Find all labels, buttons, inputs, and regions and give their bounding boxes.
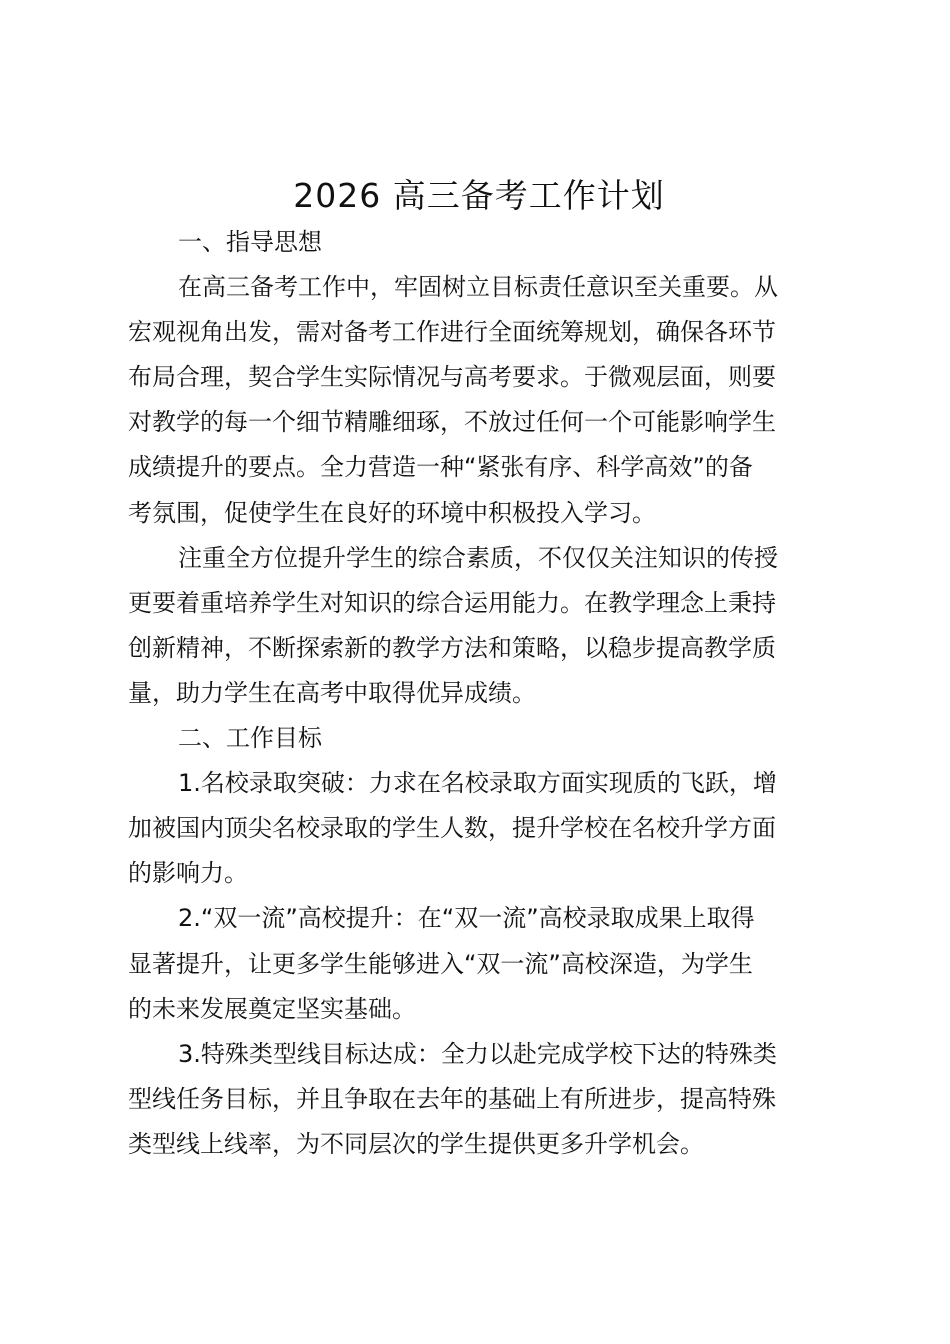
document-body <box>128 220 832 1167</box>
goal-item-line: 2.“双一流”高校提升：在“双一流”高校录取成果上取得 <box>178 904 755 933</box>
paragraph-line: 宏观视角出发，需对备考工作进行全面统筹规划，确保各环节 <box>128 318 776 347</box>
section-heading-guiding-ideology: 一、指导思想 <box>178 228 322 256</box>
paragraph-line: 更要着重培养学生对知识的综合运用能力。在教学理念上秉持 <box>128 588 776 617</box>
paragraph-line: 注重全方位提升学生的综合素质，不仅仅关注知识的传授 <box>178 543 778 572</box>
goal-item-line: 型线任务目标，并且争取在去年的基础上有所进步，提高特殊 <box>128 1084 776 1113</box>
goal-item-line: 1.名校录取突破：力求在名校录取方面实现质的飞跃，增 <box>178 769 777 798</box>
paragraph-line: 量，助力学生在高考中取得优异成绩。 <box>128 678 536 707</box>
goal-item-line: 类型线上线率，为不同层次的学生提供更多升学机会。 <box>128 1129 704 1158</box>
document-title: 2026 高三备考工作计划 <box>293 176 665 215</box>
paragraph-line: 创新精神，不断探索新的教学方法和策略，以稳步提高教学质 <box>128 633 776 662</box>
section-heading-work-goals: 二、工作目标 <box>178 724 322 753</box>
paragraph-line: 布局合理，契合学生实际情况与高考要求。于微观层面，则要 <box>128 363 776 392</box>
goal-item-line: 加被国内顶尖名校录取的学生人数，提升学校在名校升学方面 <box>128 814 776 843</box>
paragraph-line: 成绩提升的要点。全力营造一种“紧张有序、科学高效”的备 <box>128 453 753 482</box>
goal-item-line: 显著提升，让更多学生能够进入“双一流”高校深造，为学生 <box>128 949 753 978</box>
paragraph-line: 在高三备考工作中，牢固树立目标责任意识至关重要。从 <box>178 273 778 302</box>
goal-item-line: 3.特殊类型线目标达成：全力以赴完成学校下达的特殊类 <box>178 1039 777 1068</box>
paragraph-line: 对教学的每一个细节精雕细琢，不放过任何一个可能影响学生 <box>128 408 776 437</box>
goal-item-line: 的影响力。 <box>128 859 248 888</box>
goal-item-line: 的未来发展奠定坚实基础。 <box>128 994 416 1023</box>
paragraph-line: 考氛围，促使学生在良好的环境中积极投入学习。 <box>128 498 656 527</box>
